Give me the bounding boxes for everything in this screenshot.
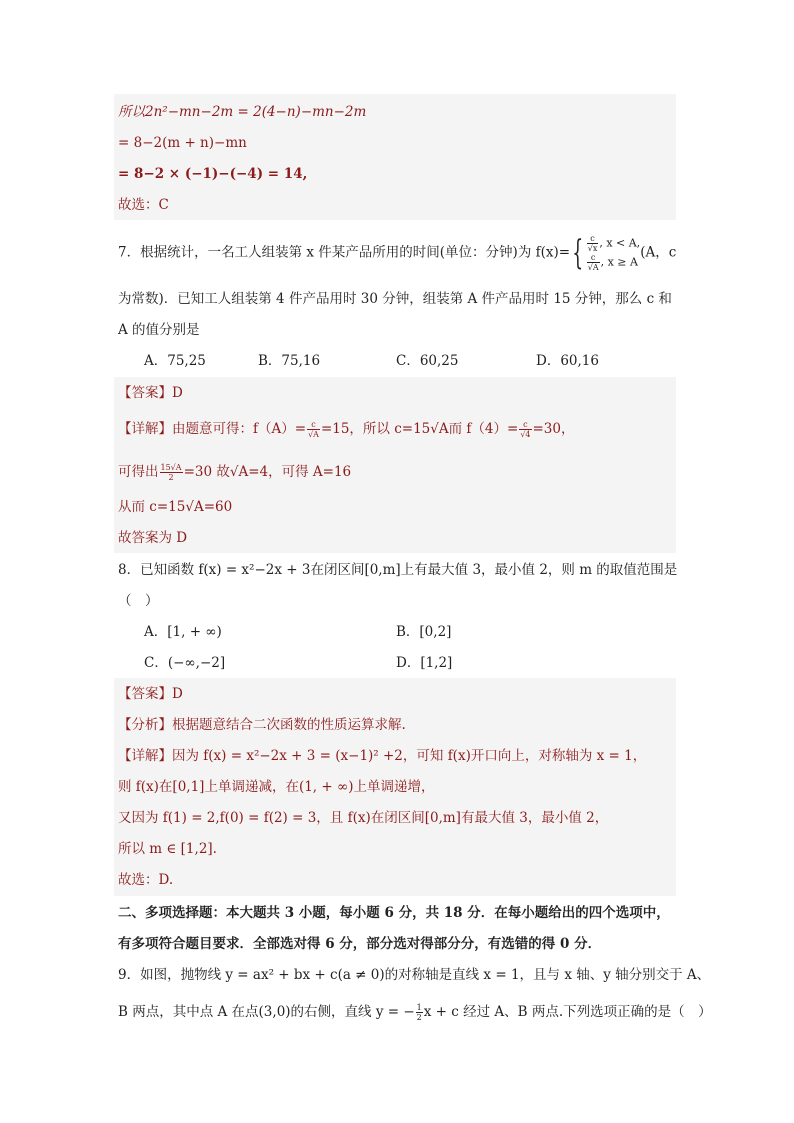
prev-solution-line-3: = 8−2 × (−1)−(−4) = 14, [118,166,308,182]
answer-label: 【答案】 [118,385,172,401]
q7-stem-line-2: 为常数)．已知工人组装第 4 件产品用时 30 分钟，组装第 A 件产品用时 15 分钟，那么 c 和 [118,291,672,307]
q7-detail1-f1-den: √A [308,430,319,439]
q8-stem-line-2: （ ） [118,593,159,609]
q8-option-b[interactable]: B．[0,2] [396,624,452,640]
section2-line-2: 有多项符合题目要求．全部选对得 6 分，部分选对得部分分，有选错的得 0 分． [118,936,602,952]
q8-option-c[interactable]: C．(−∞,−2] [144,655,226,671]
prev-solution-conclusion: 故选：C [118,197,169,213]
answer-value: D [172,686,183,702]
q7-detail2-f-num: 15√A [160,463,182,472]
prev-solution-line-1: 所以2n²−mn−2m = 2(4−n)−mn−2m [118,104,367,120]
analysis-text: 根据题意结合二次函数的性质运算求解. [172,717,406,733]
q8-number: 8． [118,562,141,578]
q7-stem-line-1 [118,233,677,273]
q7-detail1-c: =30， [532,421,575,437]
q7-answer [118,377,183,409]
q8-detail-line-4: 所以 m ∈ [1,2]. [118,841,217,857]
q9-line2-b: x + c 经过 A、B 两点.下列选项正确的是（ ） [423,1004,712,1020]
piece2-cond: , x ≥ A [600,255,638,269]
q8-detail-line-1 [118,740,646,772]
detail-label: 【详解】 [118,748,172,764]
piece1-cond: , x < A, [599,236,641,250]
q7-detail2-a: 可得出 [118,464,159,480]
q7-detail2-f-den: 2 [168,473,174,482]
piecewise-brace: { [572,233,584,273]
q8-conclusion: 故选：D. [118,872,174,888]
piece1-num: c [587,234,599,244]
q9-line2-f-num: 1 [416,1003,422,1012]
q9-stem-line-2 [118,996,712,1028]
q7-detail1-f2-num: c [519,420,531,430]
q8-answer [118,678,183,710]
answer-label: 【答案】 [118,686,172,702]
q7-detail1-a: 由题意可得：f（A）= [172,421,307,437]
q8-stem-line-1 [118,554,677,586]
q7-detail1-f2-den: √4 [520,430,531,439]
q8-option-a[interactable]: A．[1, + ∞) [144,624,222,640]
piecewise-cases [586,234,640,272]
prev-solution-line-2: = 8−2(m + n)−mn [118,135,247,151]
q7-detail-line-1 [118,413,575,445]
q8-stem-a: 已知函数 f(x) = x²−2x + 3在闭区间[0,m]上有最大值 3，最小值 2，则 m 的取值范围是 [140,562,678,578]
q7-detail2-b: =30 故√A=4，可得 A=16 [183,464,352,480]
q7-detail-line-4: 故答案为 D [118,530,188,546]
q8-detail-line-3: 又因为 f(1) = 2,f(0) = f(2) = 3，且 f(x)在闭区间[0,m]有最大值 3，最小值 2， [118,810,609,826]
q7-stem-a: 根据统计，一名工人组装第 x 件某产品所用的时间(单位：分钟)为 f(x)= [140,244,571,261]
q8-detail-line-2: 则 f(x)在[0,1]上单调递减，在(1, + ∞)上单调递增， [118,779,435,795]
q7-detail-line-2 [118,456,351,488]
q7-option-c[interactable]: C．60,25 [396,353,459,369]
q8-detail1: 因为 f(x) = x²−2x + 3 = (x−1)² +2，可知 f(x)开口向上，对称轴为 x = 1， [172,748,647,764]
q7-detail1-f1-num: c [307,420,320,430]
section2-line-1: 二、多项选择题：本大题共 3 小题，每小题 6 分，共 18 分．在每小题给出的四个选项中， [118,905,670,921]
detail-label: 【详解】 [118,421,172,437]
q8-analysis [118,709,406,741]
q7-number: 7． [118,244,141,261]
q9-line2-a: B 两点，其中点 A 在点(3,0)的右侧，直线 y = − [118,1004,415,1020]
piece2-num: c [587,253,600,263]
q8-option-d[interactable]: D．[1,2] [396,655,453,671]
piece2-den: √A [587,263,599,272]
q7-stem-line-3: A 的值分别是 [118,322,200,338]
q7-stem-b: (A，c [640,244,677,261]
piece1-den: √x [587,244,598,253]
q9-line2-f-den: 2 [416,1013,422,1022]
q9-stem-line-1: 9．如图，抛物线 y = ax² + bx + c(a ≠ 0)的对称轴是直线 x = 1，且与 x 轴、y 轴分别交于 A、 [118,967,711,983]
q7-detail-line-3: 从而 c=15√A=60 [118,499,233,515]
answer-value: D [172,385,183,401]
q7-detail1-b: =15，所以 c=15√A而 f（4）= [320,421,519,437]
q7-option-a[interactable]: A．75,25 [144,353,206,369]
q7-option-d[interactable]: D．60,16 [536,353,599,369]
q7-option-b[interactable]: B．75,16 [258,353,321,369]
analysis-label: 【分析】 [118,717,172,733]
